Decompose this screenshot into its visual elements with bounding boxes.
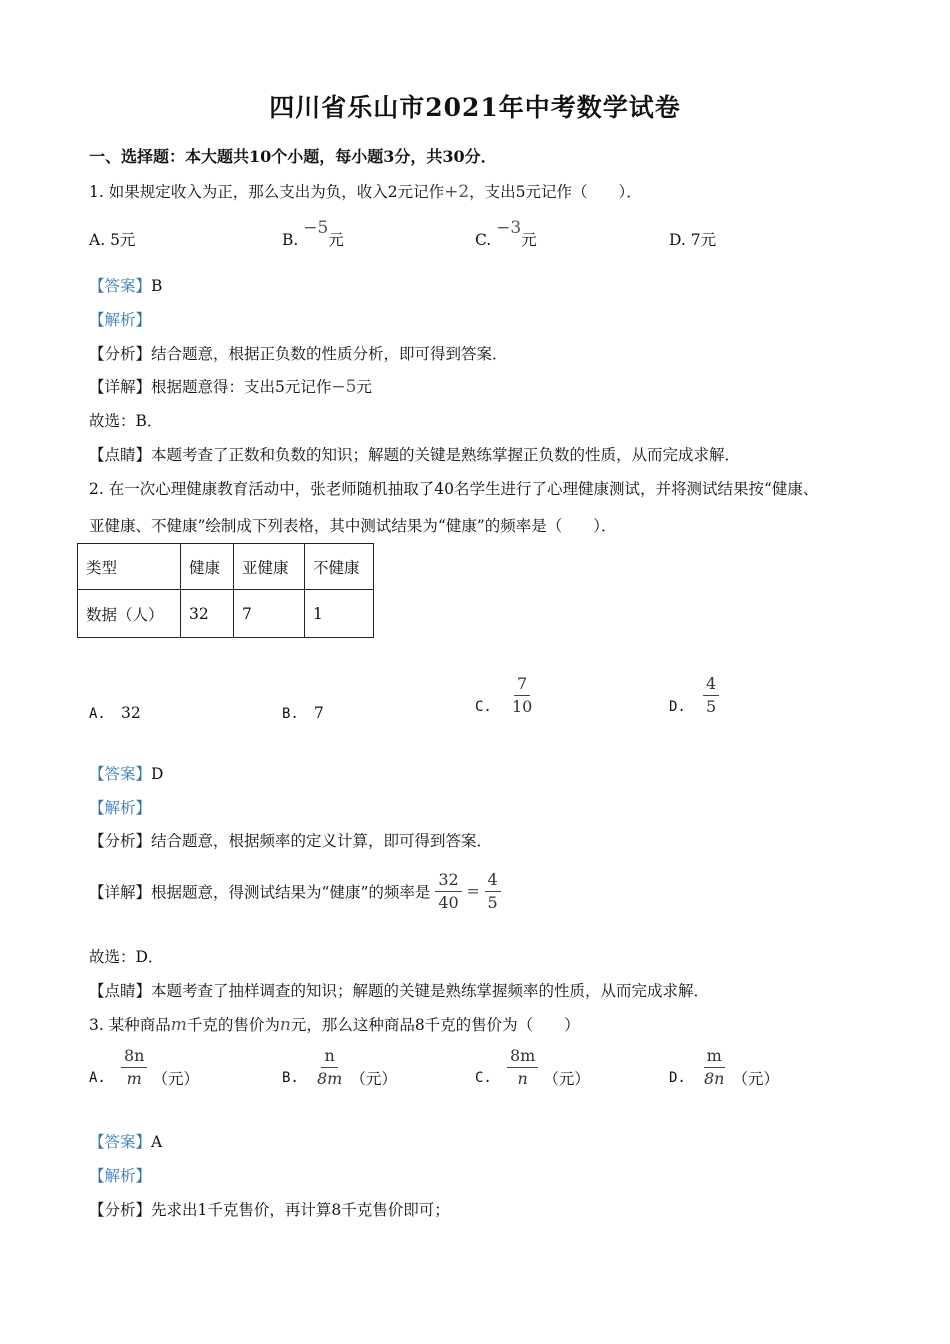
page-title: 四川省乐山市2021年中考数学试卷 bbox=[269, 93, 681, 122]
q1-comment bbox=[89, 443, 740, 465]
option-fraction bbox=[121, 1045, 147, 1088]
q2-analysis bbox=[89, 829, 492, 851]
answer-tag: 【答案】 bbox=[89, 277, 152, 295]
fraction-numerator: m bbox=[704, 1048, 725, 1068]
option-label: B. bbox=[282, 706, 299, 722]
q1-detail bbox=[89, 375, 372, 397]
option-unit: （元） bbox=[543, 1070, 590, 1088]
option-label: C. bbox=[475, 1070, 492, 1086]
fraction-numerator: 8m bbox=[507, 1048, 538, 1068]
analysis-text: 先求出1千克售价，再计算8千克售价即可； bbox=[151, 1201, 450, 1219]
q3-option-a bbox=[89, 1045, 199, 1089]
fraction-numerator: 4 bbox=[703, 676, 719, 696]
fraction-denominator: 40 bbox=[438, 893, 459, 912]
analysis-text: 结合题意，根据频率的定义计算，即可得到答案． bbox=[151, 832, 493, 850]
q3-stem-var-m: m bbox=[170, 1015, 187, 1035]
q1-option-c bbox=[475, 218, 537, 250]
table-header-row bbox=[78, 544, 374, 590]
q1-stem-text-b: ，支出5元记作（ ）． bbox=[469, 183, 642, 201]
detail-fraction bbox=[485, 872, 501, 911]
fraction-denominator: 5 bbox=[487, 893, 498, 912]
option-fraction bbox=[314, 1045, 345, 1088]
option-label: B. bbox=[282, 1070, 299, 1086]
q2-choice: 故选：D． bbox=[89, 948, 164, 966]
q1-option-a bbox=[89, 228, 135, 250]
fraction-numerator: 4 bbox=[485, 872, 501, 892]
q2-option-a bbox=[89, 703, 141, 722]
analysis-tag: 【分析】 bbox=[89, 832, 152, 850]
fraction-denominator: n bbox=[517, 1068, 528, 1088]
fraction-denominator: 8n bbox=[703, 1068, 725, 1088]
table-cell: 数据（人） bbox=[78, 590, 181, 638]
q1-jiexi-tag: 【解析】 bbox=[89, 311, 152, 329]
q2-stem-line1: 2. 在一次心理健康教育活动中，张老师随机抽取了40名学生进行了心理健康测试，并将测试结果按“健康、 bbox=[89, 480, 819, 498]
option-text: 元 bbox=[521, 231, 537, 249]
option-fraction bbox=[701, 1045, 727, 1088]
detail-fraction bbox=[435, 872, 461, 911]
table-cell: 32 bbox=[181, 590, 234, 638]
option-math: −3 bbox=[496, 218, 522, 238]
q1-analysis bbox=[89, 342, 508, 364]
table-cell: 1 bbox=[305, 590, 374, 638]
option-label: B. bbox=[282, 231, 304, 249]
option-label: A. bbox=[89, 231, 111, 249]
q2-detail bbox=[89, 872, 501, 911]
option-text: 7 bbox=[313, 704, 324, 722]
fraction-numerator: 8n bbox=[121, 1048, 147, 1068]
q1-stem-math: +2 bbox=[444, 182, 470, 202]
analysis-text: 结合题意，根据正负数的性质分析，即可得到答案． bbox=[151, 345, 508, 363]
q3-option-d bbox=[669, 1045, 779, 1089]
option-label: A. bbox=[89, 706, 106, 722]
option-label: A. bbox=[89, 1070, 106, 1086]
fraction-numerator: 32 bbox=[435, 872, 461, 892]
comment-text: 本题考查了抽样调查的知识；解题的关键是熟练掌握频率的性质，从而完成求解． bbox=[151, 982, 710, 1000]
q1-answer bbox=[89, 274, 162, 296]
q3-stem-text-b: 千克的售价为 bbox=[186, 1016, 280, 1034]
fraction-denominator: m bbox=[126, 1068, 142, 1088]
q2-comment bbox=[89, 979, 709, 1001]
q1-option-d bbox=[669, 228, 716, 250]
q2-option-b bbox=[282, 703, 324, 722]
option-fraction bbox=[507, 1045, 538, 1088]
q3-option-c bbox=[475, 1045, 590, 1089]
q3-stem-text-a: 3. 某种商品 bbox=[89, 1016, 171, 1034]
option-label: C. bbox=[475, 698, 492, 715]
comment-tag: 【点睛】 bbox=[89, 982, 152, 1000]
answer-tag: 【答案】 bbox=[89, 1133, 152, 1151]
q3-stem-var-n: n bbox=[279, 1015, 291, 1035]
table-cell: 7 bbox=[234, 590, 305, 638]
option-math: −5 bbox=[303, 218, 329, 238]
detail-text: 根据题意，得测试结果为“健康”的频率是 bbox=[151, 883, 431, 902]
detail-text-a: 根据题意得：支出5元记作 bbox=[151, 378, 332, 396]
option-label: C. bbox=[475, 231, 497, 249]
detail-math: −5 bbox=[331, 377, 357, 397]
option-fraction bbox=[509, 676, 535, 715]
q3-jiexi-tag: 【解析】 bbox=[89, 1167, 152, 1185]
table-header-cell: 健康 bbox=[181, 544, 234, 590]
comment-text: 本题考查了正数和负数的知识；解题的关键是熟练掌握正负数的性质，从而完成求解． bbox=[151, 446, 741, 464]
q1-choice: 故选：B． bbox=[89, 412, 163, 430]
option-unit: （元） bbox=[152, 1070, 200, 1088]
q3-option-b bbox=[282, 1045, 397, 1089]
q2-jiexi-tag: 【解析】 bbox=[89, 799, 152, 817]
fraction-denominator: 8m bbox=[316, 1068, 343, 1088]
q3-stem-text-c: 元，那么这种商品8千克的售价为（ ） bbox=[290, 1016, 580, 1034]
answer-value: D bbox=[151, 765, 164, 783]
q2-table bbox=[77, 543, 374, 638]
detail-tag: 【详解】 bbox=[89, 378, 152, 396]
option-label: D. bbox=[669, 1070, 686, 1086]
q2-stem-line2: 亚健康、不健康”绘制成下列表格，其中测试结果为“健康”的频率是（ ）． bbox=[89, 517, 617, 535]
option-text: 5元 bbox=[110, 231, 136, 249]
section-heading: 一、选择题：本大题共10个小题，每小题3分，共30分． bbox=[89, 147, 497, 166]
option-text: 32 bbox=[120, 704, 141, 722]
q1-option-b bbox=[282, 218, 344, 250]
fraction-denominator: 5 bbox=[705, 697, 717, 716]
q2-option-c bbox=[475, 676, 535, 715]
option-text: 7元 bbox=[690, 231, 717, 249]
q3-answer bbox=[89, 1130, 162, 1152]
q3-analysis bbox=[89, 1198, 450, 1220]
answer-tag: 【答案】 bbox=[89, 765, 152, 783]
q3-stem bbox=[89, 1013, 580, 1035]
table-header-cell: 亚健康 bbox=[234, 544, 305, 590]
q2-option-d bbox=[669, 676, 719, 715]
comment-tag: 【点睛】 bbox=[89, 446, 152, 464]
fraction-numerator: n bbox=[321, 1048, 337, 1068]
detail-tag: 【详解】 bbox=[89, 883, 152, 902]
answer-value: A bbox=[151, 1133, 163, 1151]
option-unit: （元） bbox=[350, 1070, 397, 1088]
answer-value: B bbox=[151, 277, 163, 295]
q2-answer bbox=[89, 762, 163, 784]
analysis-tag: 【分析】 bbox=[89, 345, 152, 363]
analysis-tag: 【分析】 bbox=[89, 1201, 152, 1219]
option-unit: （元） bbox=[732, 1070, 780, 1088]
fraction-numerator: 7 bbox=[514, 676, 530, 696]
table-row bbox=[78, 590, 374, 638]
table-header-cell: 类型 bbox=[78, 544, 181, 590]
option-label: D. bbox=[669, 231, 691, 249]
q1-stem-text-a: 1. 如果规定收入为正，那么支出为负，收入2元记作 bbox=[89, 183, 445, 201]
option-fraction bbox=[703, 676, 719, 715]
detail-text-b: 元 bbox=[356, 378, 372, 396]
q1-stem bbox=[89, 180, 642, 202]
option-label: D. bbox=[669, 698, 686, 715]
fraction-denominator: 10 bbox=[511, 697, 533, 716]
equals-sign: = bbox=[466, 882, 480, 901]
option-text: 元 bbox=[328, 231, 344, 249]
table-header-cell: 不健康 bbox=[305, 544, 374, 590]
